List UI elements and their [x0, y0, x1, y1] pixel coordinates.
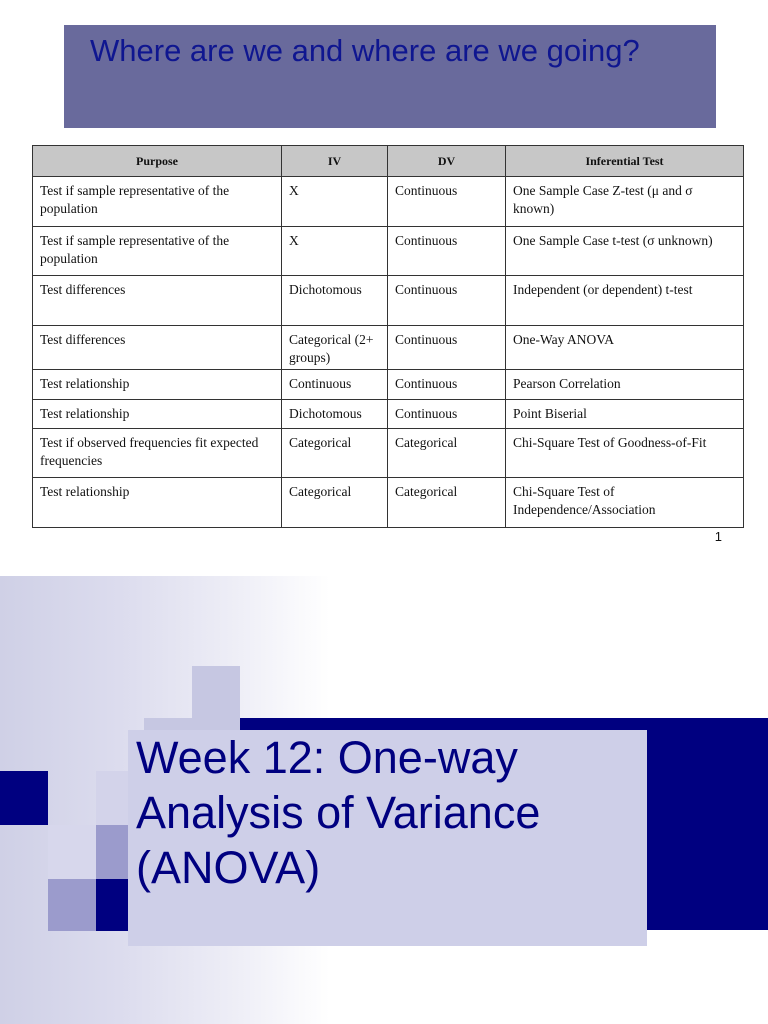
page-number: 1 [714, 529, 722, 544]
cell-dv: Categorical [388, 429, 506, 478]
cell-iv: Categorical [282, 478, 388, 528]
purple-square-decoration [48, 879, 96, 931]
table-row [33, 370, 744, 400]
cell-iv: X [282, 227, 388, 276]
cell-test: Point Biserial [506, 400, 744, 429]
light-square-decoration [192, 666, 240, 724]
cell-iv: Dichotomous [282, 400, 388, 429]
cell-test: Pearson Correlation [506, 370, 744, 400]
cell-iv: Continuous [282, 370, 388, 400]
cell-purpose: Test relationship [33, 400, 282, 429]
table-row [33, 177, 744, 227]
cell-purpose: Test relationship [33, 478, 282, 528]
cell-iv: Categorical (2+ groups) [282, 326, 388, 370]
header-purpose: Purpose [33, 146, 282, 177]
cell-dv: Continuous [388, 227, 506, 276]
cell-purpose: Test if sample representative of the population [33, 227, 282, 276]
cell-test: One-Way ANOVA [506, 326, 744, 370]
header-dv: DV [388, 146, 506, 177]
cell-purpose: Test relationship [33, 370, 282, 400]
cell-iv: X [282, 177, 388, 227]
cell-dv: Continuous [388, 370, 506, 400]
cell-dv: Continuous [388, 177, 506, 227]
table-row [33, 400, 744, 429]
cell-test: Chi-Square Test of Goodness-of-Fit [506, 429, 744, 478]
table-row [33, 478, 744, 528]
cell-test: One Sample Case Z-test (μ and σ known) [506, 177, 744, 227]
cell-purpose: Test differences [33, 276, 282, 326]
slide-title: Week 12: One-way Analysis of Variance (ANOVA) [136, 732, 541, 893]
slide-2 [0, 576, 768, 1024]
header-inferential-test: Inferential Test [506, 146, 744, 177]
cell-test: Chi-Square Test of Independence/Association [506, 478, 744, 528]
table-header-row [33, 146, 744, 177]
cell-purpose: Test differences [33, 326, 282, 370]
slide-title-bar [64, 25, 716, 128]
cell-dv: Continuous [388, 400, 506, 429]
cell-test: Independent (or dependent) t-test [506, 276, 744, 326]
table-row [33, 276, 744, 326]
slide-title: Where are we and where are we going? [90, 33, 640, 68]
cell-test: One Sample Case t-test (σ unknown) [506, 227, 744, 276]
cell-iv: Dichotomous [282, 276, 388, 326]
cell-purpose: Test if sample representative of the population [33, 177, 282, 227]
table-row [33, 326, 744, 370]
cell-dv: Categorical [388, 478, 506, 528]
cell-iv: Categorical [282, 429, 388, 478]
cell-dv: Continuous [388, 326, 506, 370]
table-row [33, 429, 744, 478]
header-iv: IV [282, 146, 388, 177]
navy-square-decoration [0, 771, 48, 825]
light-square-decoration [48, 825, 96, 879]
title-box [128, 730, 647, 946]
cell-dv: Continuous [388, 276, 506, 326]
cell-purpose: Test if observed frequencies fit expected frequencies [33, 429, 282, 478]
inferential-tests-table [32, 145, 744, 528]
table-row [33, 227, 744, 276]
